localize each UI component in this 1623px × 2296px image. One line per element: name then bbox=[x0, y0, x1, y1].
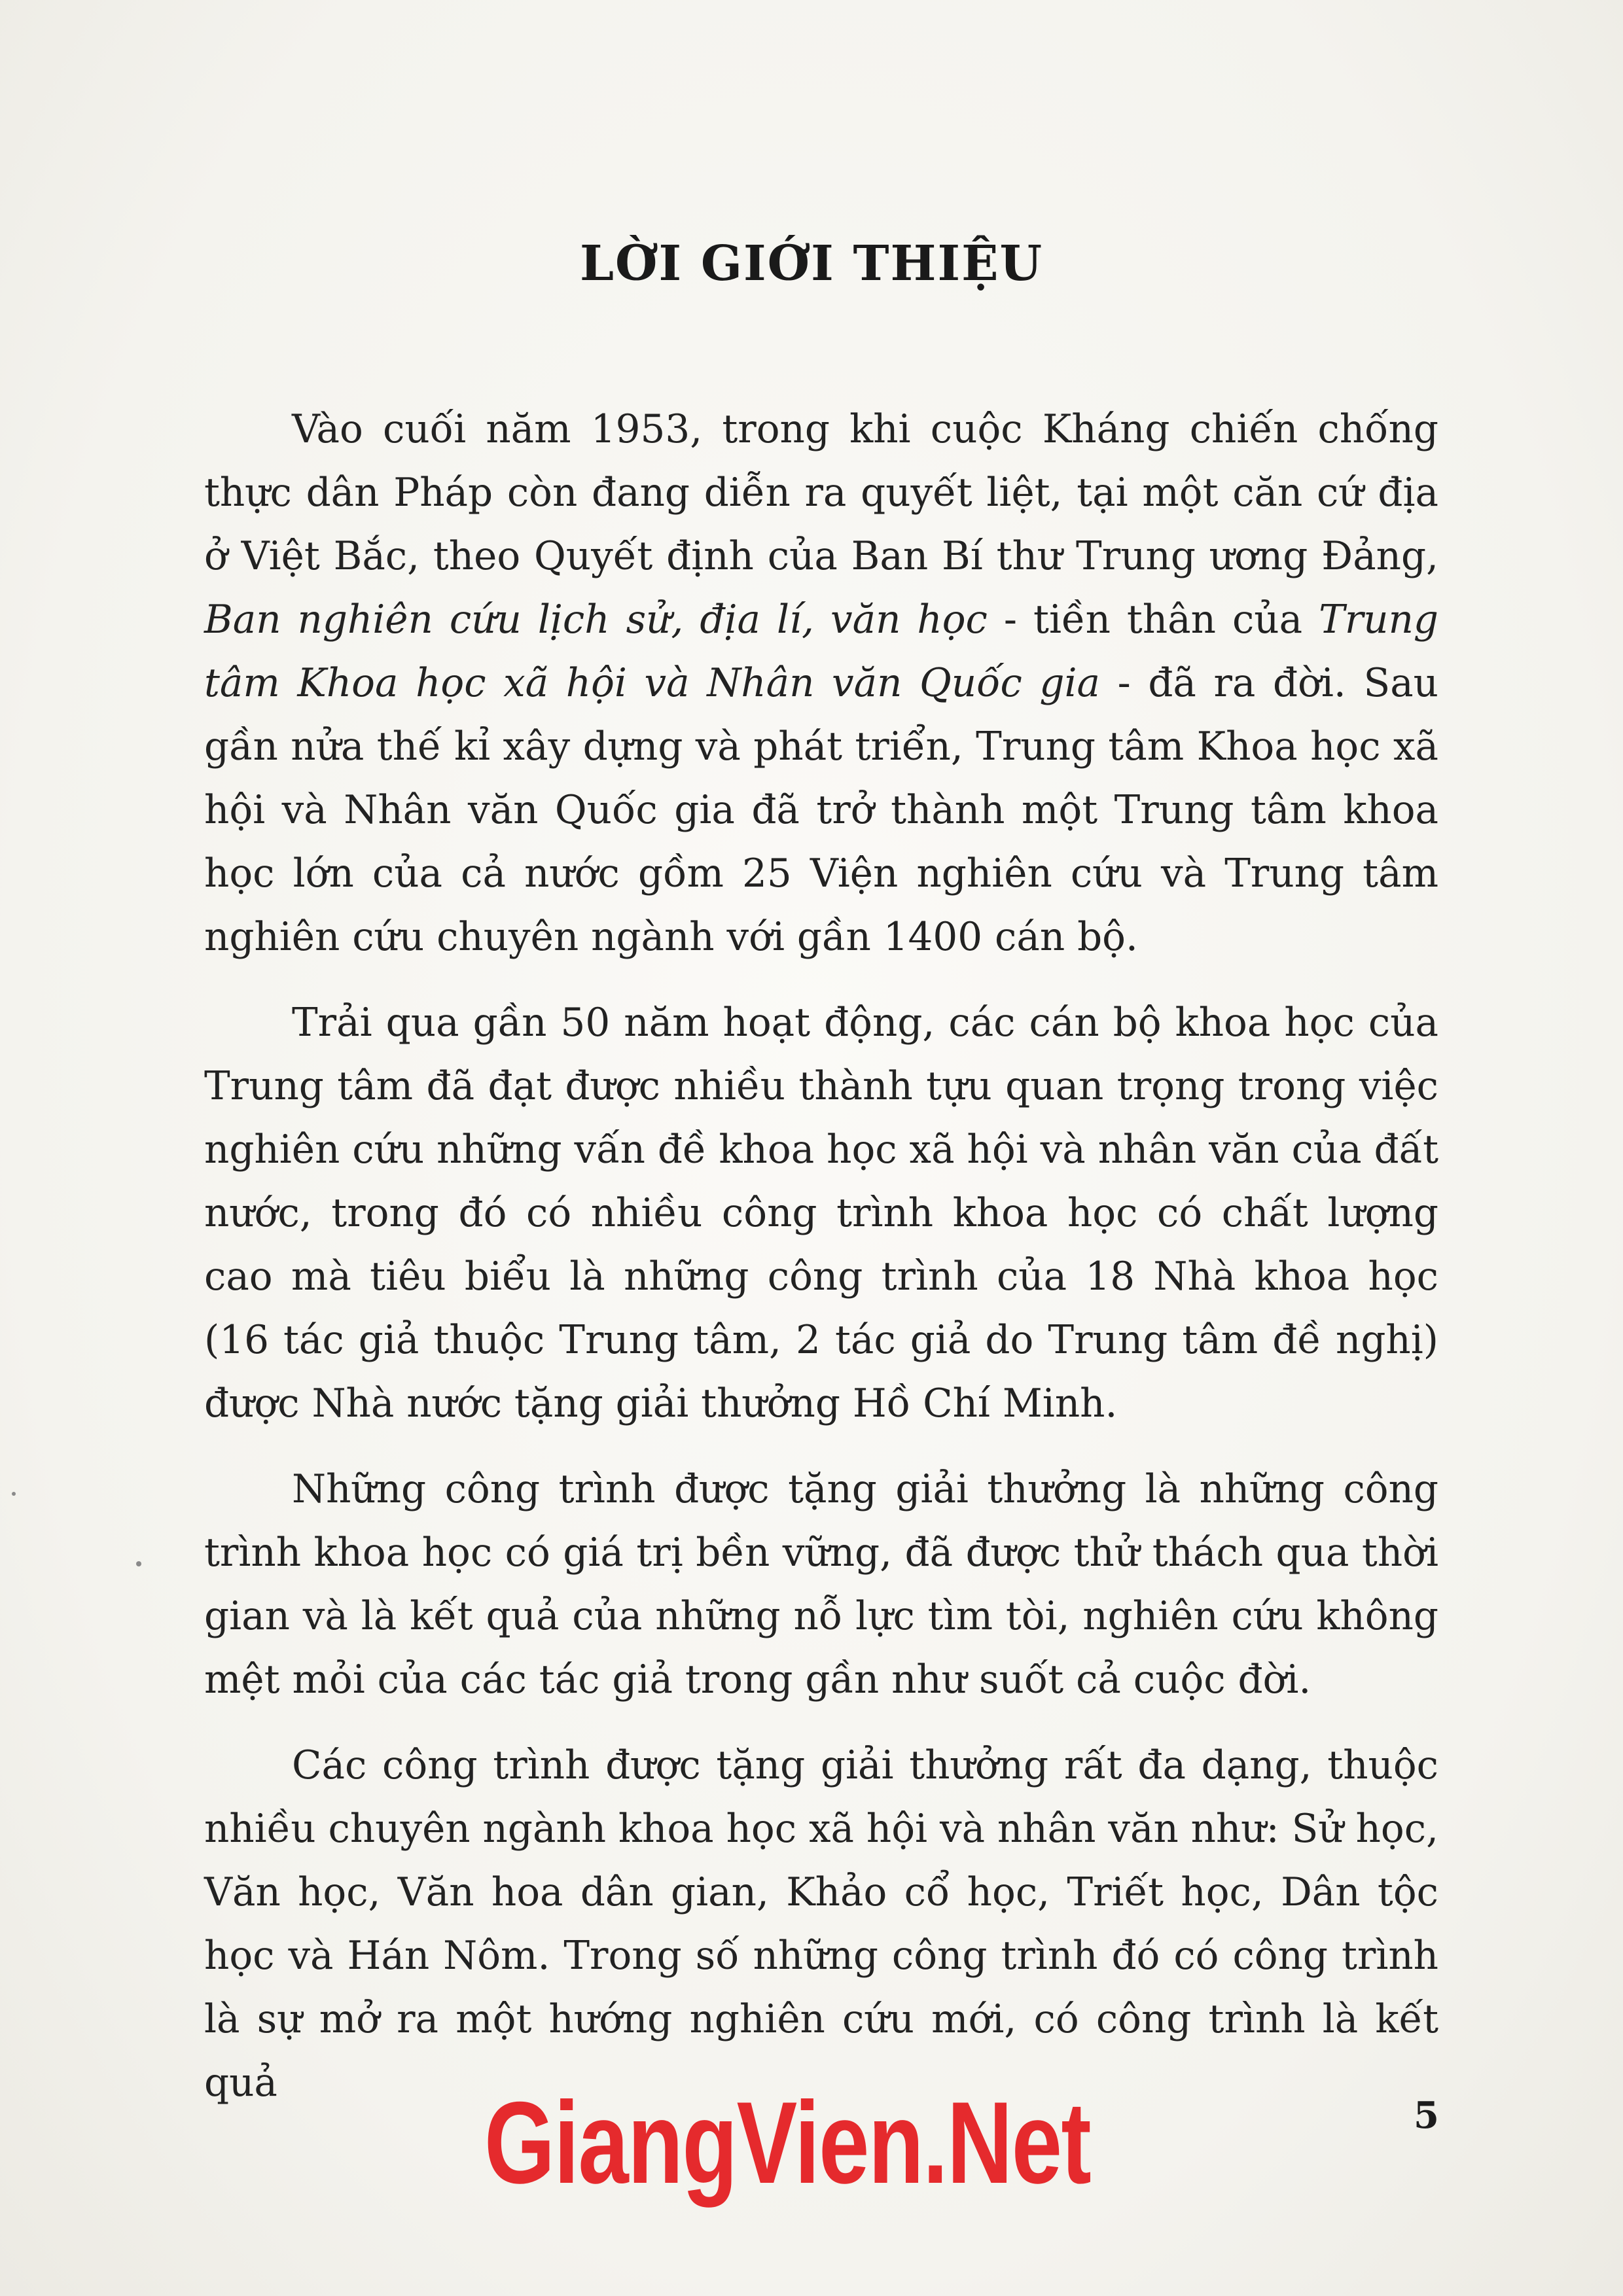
body-paragraph bbox=[204, 1734, 1438, 2115]
text-segment: Những công trình được tặng giải thưởng là những công trình khoa học có giá trị bền vững, đã được thử thách qua thời gian và là kết quả của những nỗ lực tìm tòi, nghiên cứu không mệt mỏi của các tác giả trong gần như suốt cả cuộc đời. bbox=[204, 1467, 1438, 1703]
text-segment: Vào cuối năm 1953, trong khi cuộc Kháng chiến chống thực dân Pháp còn đang diễn ra quyết liệt, tại một căn cứ địa ở Việt Bắc, theo Quyết định của Ban Bí thư Trung ương Đảng, bbox=[204, 407, 1438, 579]
text-segment: Trải qua gần 50 năm hoạt động, các cán bộ khoa học của Trung tâm đã đạt được nhiều thành tựu quan trọng trong việc nghiên cứu những vấn đề khoa học xã hội và nhân văn của đất nước, trong đó có nhiều công trình khoa học có chất lượng cao mà tiêu biểu là những công trình của 18 Nhà khoa học (16 tác giả thuộc Trung tâm, 2 tác giả do Trung tâm đề nghị) được Nhà nước tặng giải thưởng Hồ Chí Minh. bbox=[204, 1000, 1438, 1426]
italic-text-segment: Trung tâm Khoa học xã hội và Nhân văn Quốc gia bbox=[204, 597, 1438, 706]
watermark-logo: GiangVien.Net bbox=[484, 2077, 1091, 2208]
page-title: LỜI GIỚI THIỆU bbox=[579, 236, 1044, 292]
body-paragraph bbox=[204, 1458, 1438, 1712]
scan-speck bbox=[136, 1561, 141, 1566]
page-number: 5 bbox=[1414, 2094, 1439, 2137]
scan-speck bbox=[12, 1492, 16, 1496]
text-segment: Các công trình được tặng giải thưởng rất đa dạng, thuộc nhiều chuyên ngành khoa học xã hội và nhân văn như: Sử học, Văn học, Văn hoa dân gian, Khảo cổ học, Triết học, Dân tộc học và Hán Nôm. Trong số những công trình đó có công trình là sự mở ra một hướng nghiên cứu mới, có công trình là kết quả bbox=[204, 1743, 1438, 2106]
body-paragraph bbox=[204, 398, 1438, 969]
italic-text-segment: Ban nghiên cứu lịch sử, địa lí, văn học bbox=[204, 597, 988, 643]
body-paragraph bbox=[204, 991, 1438, 1436]
text-segment: - đã ra đời. Sau gần nửa thế kỉ xây dựng và phát triển, Trung tâm Khoa học xã hội và Nhân văn Quốc gia đã trở thành một Trung tâm khoa học lớn của cả nước gồm 25 Viện nghiên cứu và Trung tâm nghiên cứu chuyên ngành với gần 1400 cán bộ. bbox=[204, 661, 1438, 960]
text-segment: - tiền thân của bbox=[987, 597, 1319, 643]
body-text bbox=[204, 398, 1438, 2137]
